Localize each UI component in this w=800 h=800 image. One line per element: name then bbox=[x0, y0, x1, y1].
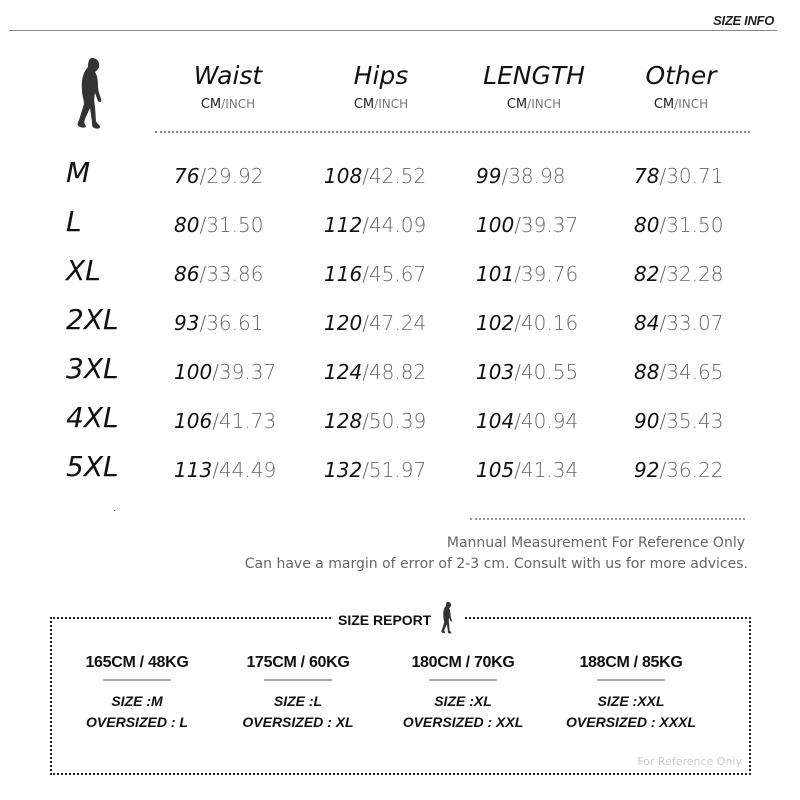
measurement-cell bbox=[174, 164, 263, 188]
cm-value: 104 bbox=[476, 409, 515, 433]
inch-value: /44.49 bbox=[212, 458, 277, 482]
inch-value: /31.50 bbox=[199, 213, 264, 237]
inch-value: /38.98 bbox=[501, 164, 566, 188]
measurement-cell bbox=[174, 458, 276, 482]
oversized-size: OVERSIZED : L bbox=[86, 714, 188, 730]
size-info-title: SIZE INFO bbox=[713, 13, 774, 28]
margin-error-note: Can have a margin of error of 2-3 cm. Consult with us for more advices. bbox=[244, 556, 748, 572]
inch-value: /51.97 bbox=[362, 458, 427, 482]
measurement-cell bbox=[476, 262, 578, 286]
measurement-cell bbox=[324, 409, 426, 433]
cm-value: 82 bbox=[634, 262, 660, 286]
recommended-size: SIZE :L bbox=[273, 693, 323, 709]
measurement-note: Mannual Measurement For Reference Only bbox=[446, 535, 745, 551]
cm-value: 88 bbox=[634, 360, 660, 384]
oversized-size: OVERSIZED : XXXL bbox=[566, 714, 696, 730]
recommended-size: SIZE :XXL bbox=[597, 693, 665, 709]
measurement-cell bbox=[634, 458, 723, 482]
inch-value: /50.39 bbox=[362, 409, 427, 433]
cm-value: 80 bbox=[174, 213, 200, 237]
measurement-cell bbox=[324, 360, 426, 384]
measurement-cell bbox=[324, 164, 426, 188]
cm-value: 93 bbox=[174, 311, 200, 335]
cm-value: 102 bbox=[476, 311, 515, 335]
inch-value: /40.55 bbox=[514, 360, 579, 384]
measurement-cell bbox=[476, 213, 578, 237]
measurement-cell bbox=[634, 213, 723, 237]
height-weight: 165CM / 48KG bbox=[85, 654, 189, 671]
entry-divider bbox=[264, 679, 332, 681]
cm-value: 108 bbox=[324, 164, 363, 188]
measurement-cell bbox=[634, 409, 723, 433]
cm-value: 116 bbox=[324, 262, 363, 286]
column-unit: CM/INCH bbox=[200, 97, 256, 112]
inch-value: /29.92 bbox=[199, 164, 264, 188]
size-label: 3XL bbox=[66, 352, 119, 385]
inch-value: /32.28 bbox=[659, 262, 724, 286]
oversized-size: OVERSIZED : XXL bbox=[402, 714, 524, 730]
column-unit: CM/INCH bbox=[653, 97, 709, 112]
size-report-title: SIZE REPORT bbox=[338, 612, 432, 628]
inch-value: /44.09 bbox=[362, 213, 427, 237]
inch-value: /31.50 bbox=[659, 213, 724, 237]
oversized-size: OVERSIZED : XL bbox=[242, 714, 354, 730]
size-label: XL bbox=[66, 254, 101, 287]
inch-value: /45.67 bbox=[362, 262, 427, 286]
inch-value: /40.94 bbox=[514, 409, 579, 433]
inch-value: /39.37 bbox=[212, 360, 277, 384]
inch-value: /34.65 bbox=[659, 360, 724, 384]
cm-value: 105 bbox=[476, 458, 515, 482]
column-header-length bbox=[469, 62, 599, 113]
cm-value: 128 bbox=[324, 409, 363, 433]
size-report-entry bbox=[378, 654, 548, 733]
inch-value: /39.37 bbox=[514, 213, 579, 237]
inch-value: /47.24 bbox=[362, 311, 427, 335]
hunched-figure-icon bbox=[435, 601, 457, 635]
measurement-cell bbox=[174, 311, 263, 335]
height-weight: 180CM / 70KG bbox=[411, 654, 515, 671]
column-unit: CM/INCH bbox=[353, 97, 409, 112]
size-label: L bbox=[66, 205, 82, 238]
size-label: 5XL bbox=[66, 450, 119, 483]
cm-value: 80 bbox=[634, 213, 660, 237]
size-report-entry bbox=[52, 654, 222, 733]
inch-value: /30.71 bbox=[659, 164, 724, 188]
reference-footnote: For Reference Only bbox=[637, 755, 742, 768]
column-title: Hips bbox=[353, 61, 409, 90]
height-weight: 188CM / 85KG bbox=[579, 654, 683, 671]
inch-value: /39.76 bbox=[514, 262, 579, 286]
cm-value: 100 bbox=[174, 360, 213, 384]
inch-value: /36.22 bbox=[659, 458, 724, 482]
measurement-cell bbox=[324, 311, 426, 335]
inch-value: /42.52 bbox=[362, 164, 427, 188]
column-unit: CM/INCH bbox=[506, 97, 562, 112]
cm-value: 120 bbox=[324, 311, 363, 335]
measurement-cell bbox=[634, 311, 723, 335]
header-divider bbox=[9, 30, 777, 31]
size-report-entry bbox=[546, 654, 716, 733]
cm-value: 124 bbox=[324, 360, 363, 384]
cm-value: 86 bbox=[174, 262, 200, 286]
inch-value: /40.16 bbox=[514, 311, 579, 335]
entry-divider bbox=[429, 679, 497, 681]
hunched-figure-icon bbox=[68, 56, 108, 132]
cm-value: 84 bbox=[634, 311, 660, 335]
cm-value: 113 bbox=[174, 458, 213, 482]
cm-value: 100 bbox=[476, 213, 515, 237]
measurement-cell bbox=[634, 360, 723, 384]
cm-value: 132 bbox=[324, 458, 363, 482]
cm-value: 99 bbox=[476, 164, 502, 188]
size-label: 4XL bbox=[66, 401, 119, 434]
measurement-cell bbox=[174, 262, 263, 286]
header-dotted-divider bbox=[155, 131, 750, 133]
measurement-cell bbox=[174, 213, 263, 237]
measurement-cell bbox=[476, 164, 565, 188]
cm-value: 90 bbox=[634, 409, 660, 433]
inch-value: /35.43 bbox=[659, 409, 724, 433]
notes-dotted-divider bbox=[470, 518, 745, 520]
measurement-cell bbox=[476, 311, 578, 335]
cm-value: 112 bbox=[324, 213, 363, 237]
inch-value: /41.73 bbox=[212, 409, 277, 433]
recommended-size: SIZE :XL bbox=[434, 693, 492, 709]
recommended-size: SIZE :M bbox=[111, 693, 163, 709]
size-report-header bbox=[332, 595, 463, 635]
measurement-cell bbox=[476, 360, 578, 384]
measurement-cell bbox=[324, 458, 426, 482]
stray-dot bbox=[114, 510, 115, 511]
entry-divider bbox=[103, 679, 171, 681]
column-title: Waist bbox=[193, 61, 263, 90]
inch-value: /36.61 bbox=[199, 311, 264, 335]
cm-value: 78 bbox=[634, 164, 660, 188]
column-title: LENGTH bbox=[483, 61, 585, 90]
column-title: Other bbox=[645, 61, 717, 90]
cm-value: 76 bbox=[174, 164, 200, 188]
measurement-cell bbox=[324, 213, 426, 237]
size-label: M bbox=[66, 156, 91, 189]
cm-value: 101 bbox=[476, 262, 515, 286]
size-report-entry bbox=[213, 654, 383, 733]
inch-value: /48.82 bbox=[362, 360, 427, 384]
entry-divider bbox=[597, 679, 665, 681]
measurement-cell bbox=[634, 164, 723, 188]
measurement-cell bbox=[174, 360, 276, 384]
cm-value: 103 bbox=[476, 360, 515, 384]
size-label: 2XL bbox=[66, 303, 119, 336]
inch-value: /33.86 bbox=[199, 262, 264, 286]
column-header-other bbox=[616, 62, 746, 113]
measurement-cell bbox=[476, 409, 578, 433]
measurement-cell bbox=[174, 409, 276, 433]
column-header-hips bbox=[316, 62, 446, 113]
height-weight: 175CM / 60KG bbox=[246, 654, 350, 671]
measurement-cell bbox=[324, 262, 426, 286]
measurement-cell bbox=[476, 458, 578, 482]
column-header-waist bbox=[163, 62, 293, 113]
inch-value: /33.07 bbox=[659, 311, 724, 335]
cm-value: 106 bbox=[174, 409, 213, 433]
measurement-cell bbox=[634, 262, 723, 286]
inch-value: /41.34 bbox=[514, 458, 579, 482]
cm-value: 92 bbox=[634, 458, 660, 482]
